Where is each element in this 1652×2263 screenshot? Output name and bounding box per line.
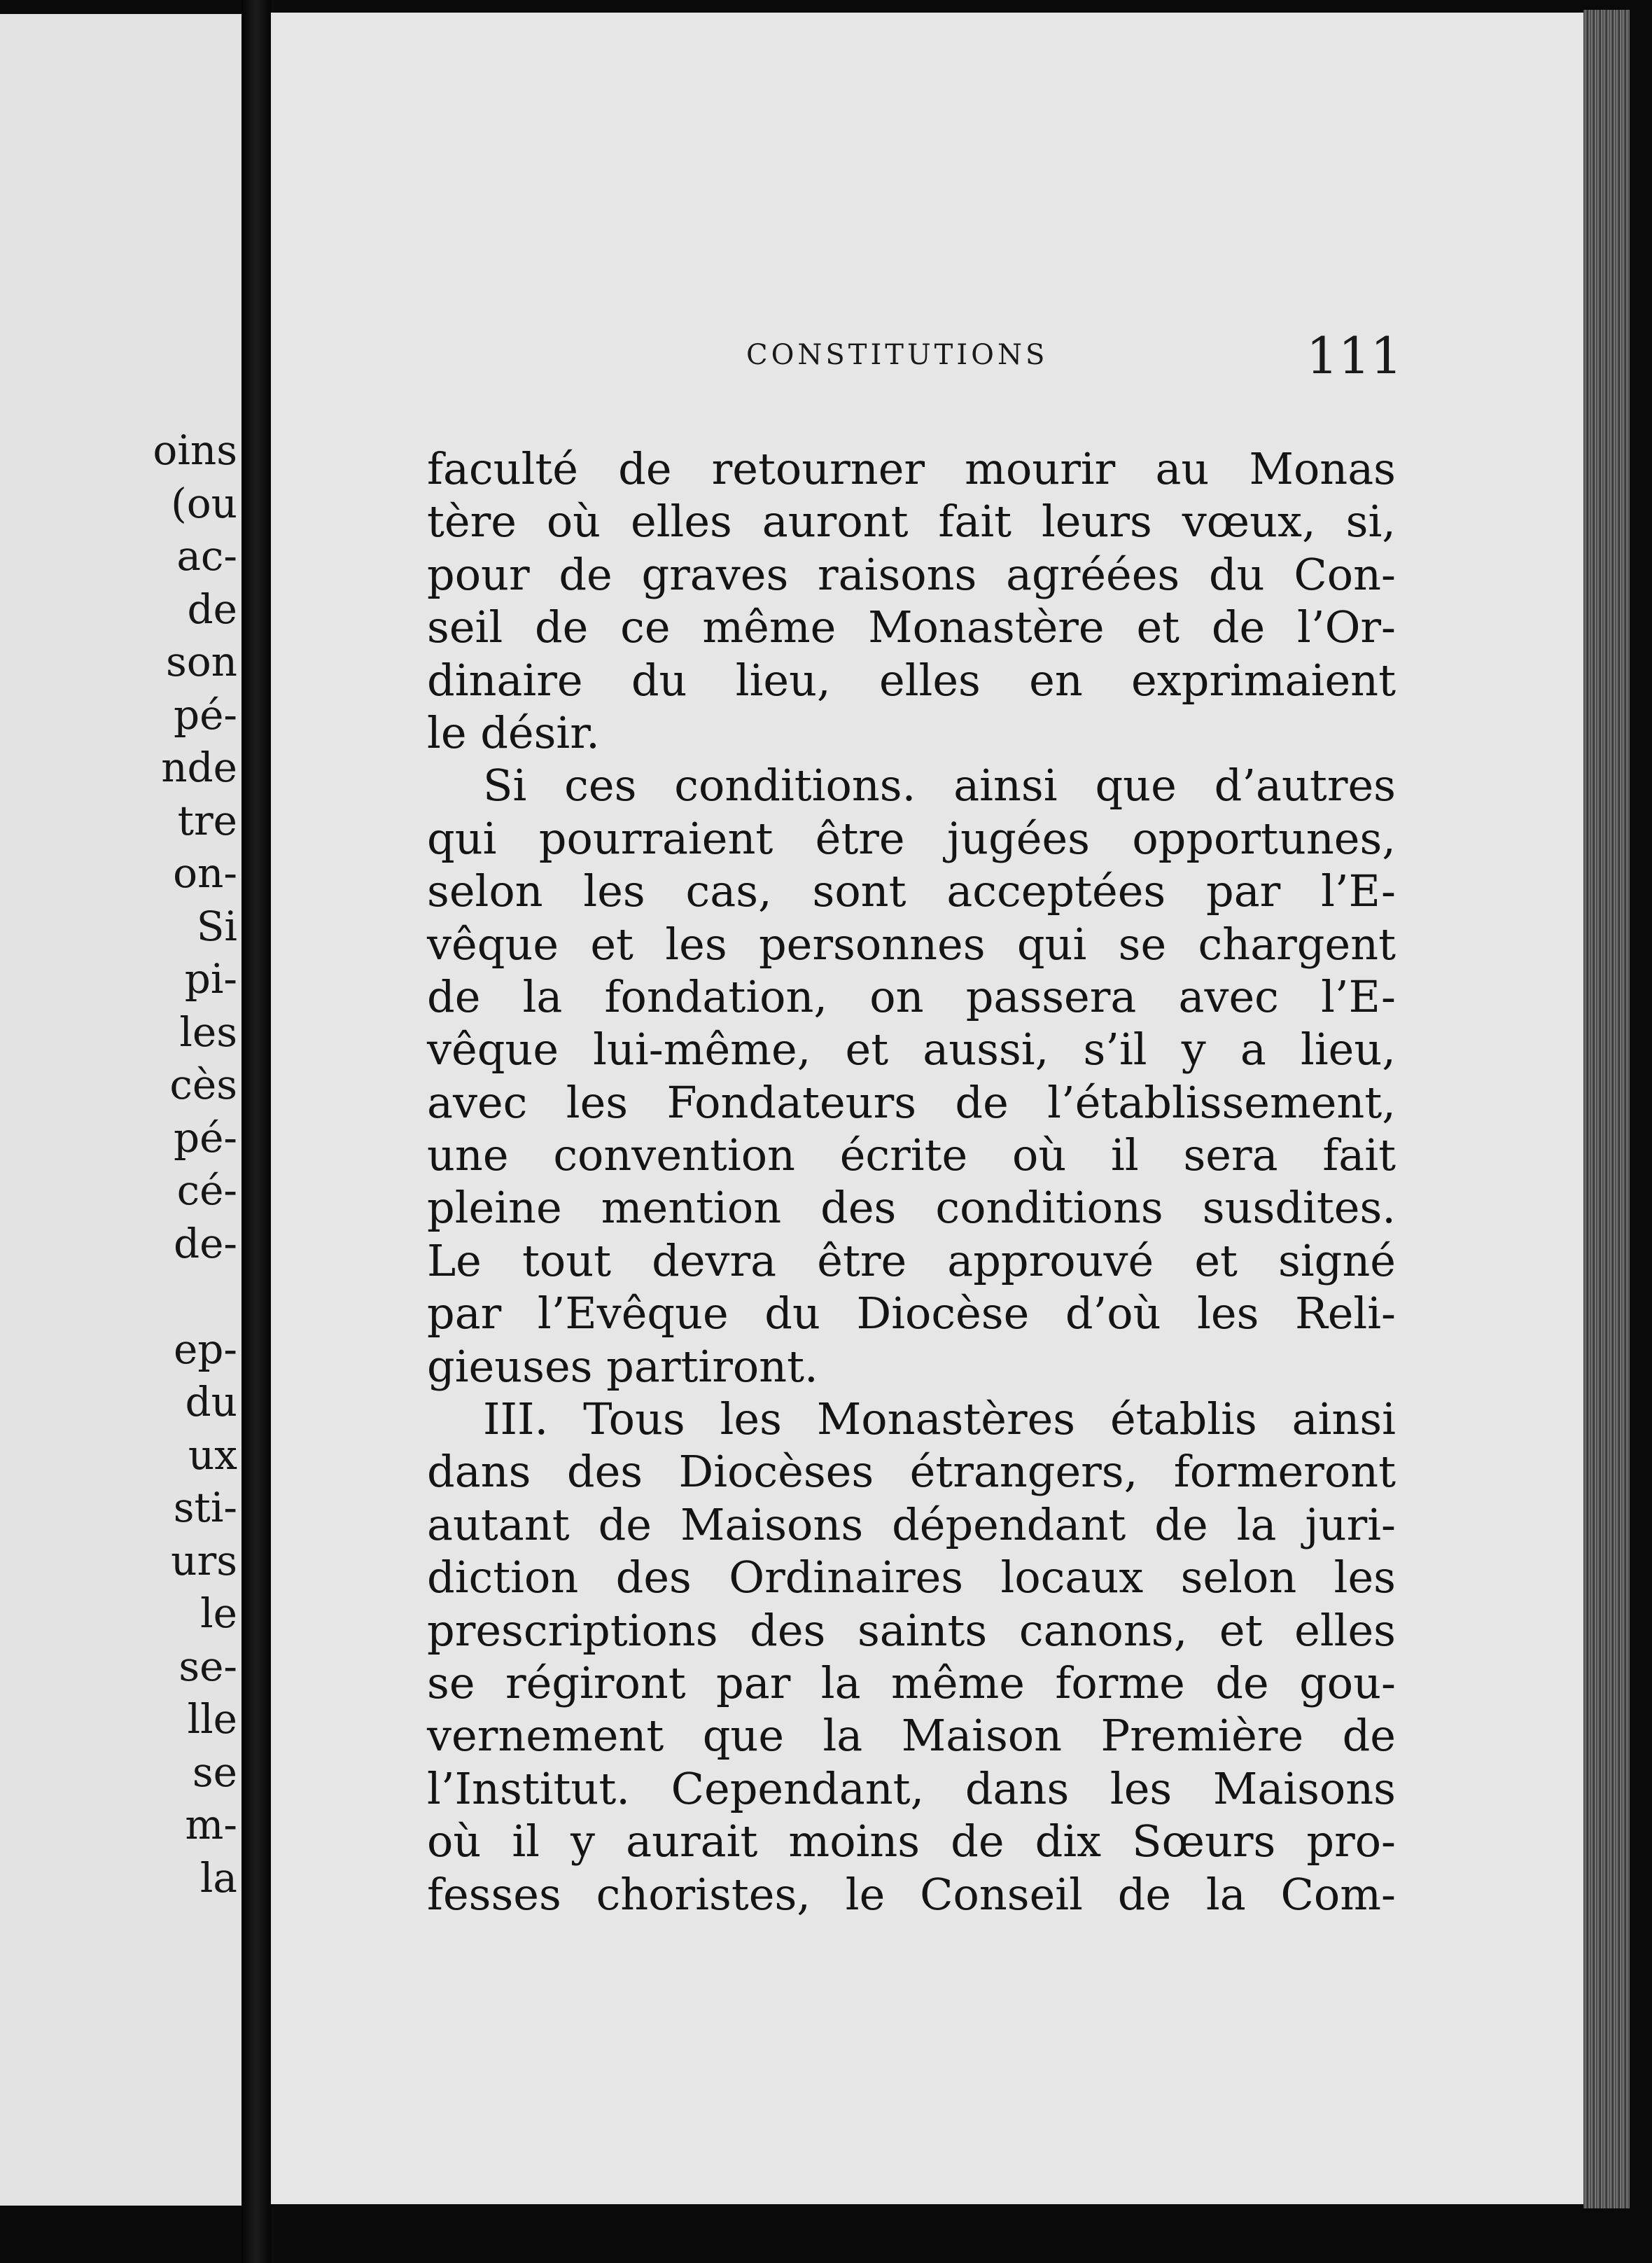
facing-line: lle (187, 1695, 237, 1743)
page-number: 111 (1306, 326, 1403, 385)
text-line: vêque lui-même, et aussi, s’il y a lieu, (427, 1024, 1396, 1075)
text-line: pour de graves raisons agréées du Con- (427, 548, 1396, 600)
text-line: une convention écrite où il sera fait (427, 1129, 1396, 1181)
facing-line: sti- (173, 1484, 237, 1531)
facing-line: Si (196, 902, 237, 950)
text-line: vernement que la Maison Première de (427, 1710, 1396, 1762)
text-line: dans des Diocèses étrangers, formeront (427, 1446, 1396, 1498)
text-line: vêque et les personnes qui se chargent (427, 918, 1396, 970)
text-line: se régiront par la même forme de gou- (427, 1657, 1396, 1708)
body-text (427, 443, 1396, 1921)
facing-line: de- (173, 1219, 237, 1267)
text-line: selon les cas, sont acceptées par l’E- (427, 865, 1396, 917)
text-line: diction des Ordinaires locaux selon les (427, 1552, 1396, 1603)
text-line: faculté de retourner mourir au Monas (427, 443, 1396, 494)
facing-line: urs (171, 1536, 237, 1585)
text-line: avec les Fondateurs de l’établissement, (427, 1076, 1396, 1128)
facing-line: tre (177, 796, 237, 844)
text-line: seil de ce même Monastère et de l’Or- (427, 601, 1396, 653)
text-line: l’Institut. Cependant, dans les Maisons (427, 1762, 1396, 1814)
facing-line: le (200, 1589, 237, 1637)
page-edges (1583, 10, 1630, 2208)
facing-line (153, 1270, 237, 1323)
text-line: dinaire du lieu, elles en exprimaient (427, 654, 1396, 706)
facing-line: oins (153, 426, 237, 474)
text-line: par l’Evêque du Diocèse d’où les Reli- (427, 1288, 1396, 1339)
facing-line: du (185, 1378, 237, 1426)
text-line: Si ces conditions. ainsi que d’autres (483, 760, 1396, 812)
facing-line: m- (185, 1801, 237, 1848)
text-line: Le tout devra être approuvé et signé (427, 1234, 1396, 1286)
facing-line: pé- (173, 690, 237, 739)
facing-page-left (0, 14, 241, 2206)
facing-line: on- (173, 849, 237, 897)
facing-page-text (153, 424, 237, 1905)
text-line: pleine mention des conditions susdites. (427, 1182, 1396, 1234)
text-line: tère où elles auront fait leurs vœux, si, (427, 496, 1396, 548)
running-title: CONSTITUTIONS (746, 339, 1049, 371)
facing-line: pi- (184, 955, 237, 1003)
text-line: fesses choristes, le Conseil de la Com- (427, 1868, 1396, 1920)
facing-line: de (187, 585, 237, 633)
text-line: autant de Maisons dépendant de la juri- (427, 1498, 1396, 1550)
text-line: qui pourraient être jugées opportunes, (427, 812, 1396, 864)
facing-line: ux (188, 1430, 237, 1479)
text-line: III. Tous les Monastères établis ainsi (483, 1393, 1396, 1445)
facing-line: ep- (173, 1325, 237, 1373)
facing-line: se- (178, 1642, 237, 1690)
facing-line: cé- (176, 1167, 237, 1214)
text-line: gieuses partiront. (427, 1340, 818, 1392)
text-line: de la fondation, on passera avec l’E- (427, 970, 1396, 1022)
text-line: le désir. (427, 706, 600, 758)
text-line: prescriptions des saints canons, et elles (427, 1604, 1396, 1656)
facing-line: cès (169, 1061, 237, 1108)
facing-line: (ou (171, 479, 237, 527)
facing-line: nde (161, 744, 237, 791)
text-line: où il y aurait moins de dix Sœurs pro- (427, 1816, 1396, 1867)
facing-line: les (179, 1008, 237, 1056)
facing-line: se (192, 1748, 237, 1796)
facing-line: la (200, 1853, 237, 1902)
binding-gutter (241, 0, 271, 2263)
facing-line: son (165, 638, 237, 685)
facing-line: ac- (176, 532, 237, 580)
facing-line: pé- (173, 1113, 237, 1162)
